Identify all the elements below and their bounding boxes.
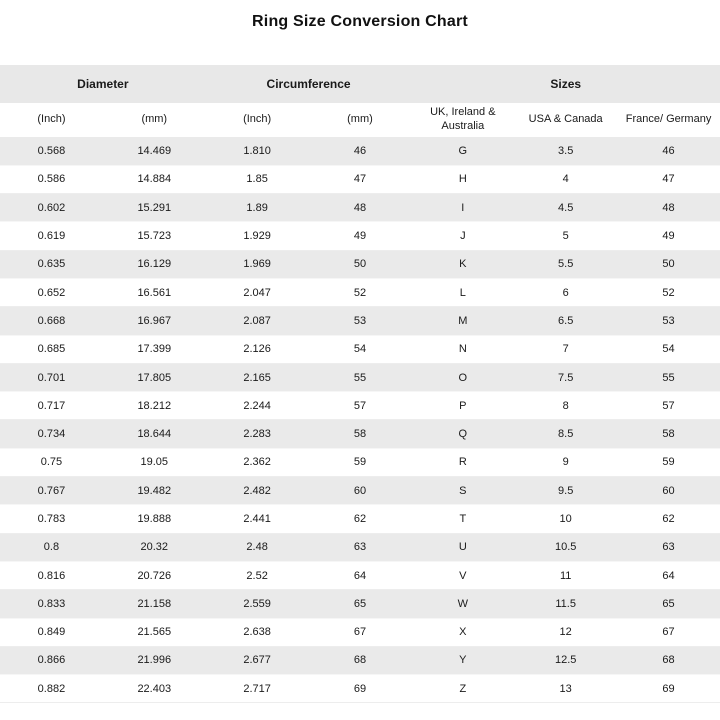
table-cell: 19.05 bbox=[140, 456, 169, 469]
table-cell: 0.635 bbox=[37, 258, 66, 271]
table-cell: P bbox=[459, 399, 467, 412]
column-header-row bbox=[0, 103, 720, 137]
table-cell: 0.652 bbox=[37, 286, 66, 299]
table-cell: 7 bbox=[562, 343, 569, 356]
table-cell: 6 bbox=[562, 286, 569, 299]
table-cell: 0.833 bbox=[37, 597, 66, 610]
table-cell: 54 bbox=[353, 343, 367, 356]
column-group-header-row bbox=[0, 65, 720, 103]
table-cell: 2.362 bbox=[243, 456, 271, 469]
table-cell: 1.85 bbox=[246, 173, 268, 186]
table-cell: 19.888 bbox=[137, 513, 172, 525]
table-cell: 7.5 bbox=[558, 371, 574, 384]
table-row bbox=[0, 448, 720, 476]
table-cell: 1.969 bbox=[243, 258, 271, 271]
table-cell: 11 bbox=[559, 569, 572, 582]
table-cell: 17.805 bbox=[137, 371, 172, 384]
table-cell: 2.087 bbox=[243, 314, 271, 327]
table-cell: V bbox=[459, 569, 467, 582]
table-cell: 48 bbox=[662, 201, 675, 214]
table-cell: L bbox=[459, 286, 466, 299]
column-group-label: Diameter bbox=[77, 77, 129, 91]
table-row bbox=[0, 250, 720, 278]
column-header: (mm) bbox=[141, 113, 168, 126]
table-cell: 15.291 bbox=[137, 201, 172, 214]
table-cell: 0.75 bbox=[40, 456, 63, 469]
table-cell: 63 bbox=[353, 541, 367, 554]
table-cell: 16.967 bbox=[137, 314, 172, 327]
table-cell: 63 bbox=[662, 541, 675, 554]
table-row bbox=[0, 675, 720, 703]
table-cell: 22.403 bbox=[137, 682, 172, 695]
table-cell: 15.723 bbox=[137, 230, 172, 243]
table-cell: 4.5 bbox=[558, 201, 574, 214]
table-cell: 60 bbox=[353, 484, 367, 497]
table-cell: 10.5 bbox=[554, 541, 577, 554]
table-cell: 52 bbox=[353, 286, 367, 299]
table-cell: 52 bbox=[662, 286, 675, 299]
table-row bbox=[0, 533, 720, 561]
table-cell: 0.866 bbox=[37, 654, 66, 667]
table-row bbox=[0, 278, 720, 306]
table-cell: 5 bbox=[562, 230, 569, 243]
column-header: (Inch) bbox=[243, 113, 272, 126]
table-row bbox=[0, 590, 720, 618]
table-cell: 2.52 bbox=[246, 569, 268, 582]
table-cell: 0.568 bbox=[37, 144, 66, 157]
table-cell: 50 bbox=[353, 258, 367, 271]
table-cell: 14.469 bbox=[137, 144, 172, 157]
table-cell: 1.810 bbox=[243, 144, 271, 157]
table-cell: 55 bbox=[353, 371, 367, 384]
table-cell: 0.717 bbox=[37, 399, 66, 412]
table-row bbox=[0, 477, 720, 505]
table-cell: Z bbox=[459, 682, 467, 695]
table-cell: 0.586 bbox=[37, 173, 66, 186]
table-cell: G bbox=[458, 144, 468, 157]
table-cell: 2.48 bbox=[246, 541, 268, 554]
table-cell: 18.212 bbox=[137, 399, 172, 412]
table-row bbox=[0, 646, 720, 674]
page-title: Ring Size Conversion Chart bbox=[252, 13, 468, 30]
column-header: (Inch) bbox=[37, 113, 66, 126]
table-cell: 17.399 bbox=[137, 343, 172, 356]
table-cell: 13 bbox=[559, 682, 572, 695]
table-cell: 0.849 bbox=[37, 626, 66, 639]
table-cell: 0.685 bbox=[37, 343, 66, 356]
table-row bbox=[0, 420, 720, 448]
table-row bbox=[0, 618, 720, 646]
table-cell: 10 bbox=[559, 513, 572, 525]
table-row bbox=[0, 392, 720, 420]
column-group-label: Circumference bbox=[266, 77, 351, 91]
table-cell: 19.482 bbox=[137, 484, 172, 497]
table-cell: 46 bbox=[353, 144, 367, 157]
table-cell: 0.816 bbox=[37, 569, 66, 582]
table-cell: X bbox=[459, 626, 467, 639]
table-cell: 2.441 bbox=[243, 513, 271, 525]
table-cell: 12.5 bbox=[554, 654, 577, 667]
table-cell: 62 bbox=[353, 513, 367, 525]
column-group-label: Sizes bbox=[550, 77, 582, 91]
table-cell: 8 bbox=[562, 399, 569, 412]
table-cell: 2.126 bbox=[243, 343, 271, 356]
table-cell: 4 bbox=[562, 173, 569, 186]
table-cell: 46 bbox=[662, 144, 675, 157]
table-cell: U bbox=[458, 541, 467, 554]
table-cell: 57 bbox=[662, 399, 675, 412]
table-cell: 65 bbox=[353, 597, 367, 610]
table-cell: 64 bbox=[662, 569, 675, 582]
table-cell: 65 bbox=[662, 597, 675, 610]
table-cell: 69 bbox=[353, 682, 367, 695]
table-cell: 2.677 bbox=[243, 654, 271, 667]
table-cell: 5.5 bbox=[558, 258, 574, 271]
table-cell: 2.244 bbox=[243, 399, 271, 412]
table-row bbox=[0, 307, 720, 335]
table-cell: 55 bbox=[662, 371, 675, 384]
table-cell: 57 bbox=[353, 399, 367, 412]
table-cell: 1.929 bbox=[243, 230, 271, 243]
table-cell: 0.767 bbox=[37, 484, 66, 497]
table-cell: 67 bbox=[353, 626, 367, 639]
table-cell: 3.5 bbox=[558, 144, 574, 157]
table-cell: 68 bbox=[662, 654, 675, 667]
table-cell: N bbox=[458, 343, 467, 356]
table-row bbox=[0, 561, 720, 589]
table-cell: 2.638 bbox=[243, 626, 271, 639]
column-header: France/ Germany bbox=[625, 113, 712, 126]
table-cell: 2.283 bbox=[243, 428, 271, 441]
table-cell: 14.884 bbox=[137, 173, 172, 186]
table-row bbox=[0, 363, 720, 391]
table-cell: I bbox=[461, 201, 465, 214]
column-header: USA & Canada bbox=[528, 113, 603, 126]
table-cell: 54 bbox=[662, 343, 675, 356]
table-cell: 2.047 bbox=[243, 286, 271, 299]
table-cell: 60 bbox=[662, 484, 675, 497]
table-cell: 1.89 bbox=[246, 201, 268, 214]
table-cell: 49 bbox=[662, 230, 675, 243]
table-cell: 59 bbox=[353, 456, 367, 469]
table-row bbox=[0, 505, 720, 533]
table-cell: 0.701 bbox=[37, 371, 66, 384]
table-cell: 68 bbox=[353, 654, 367, 667]
table-cell: 69 bbox=[662, 682, 675, 695]
table-cell: 0.734 bbox=[37, 428, 66, 441]
table-cell: Q bbox=[458, 428, 468, 441]
table-cell: 20.32 bbox=[140, 541, 169, 554]
table-row bbox=[0, 165, 720, 193]
table-cell: 18.644 bbox=[137, 428, 172, 441]
table-cell: 21.565 bbox=[137, 626, 172, 639]
table-cell: 0.882 bbox=[37, 682, 66, 695]
table-cell: 6.5 bbox=[558, 314, 574, 327]
table-cell: 48 bbox=[353, 201, 367, 214]
table-cell: 9 bbox=[562, 456, 569, 469]
table-cell: J bbox=[460, 230, 466, 243]
table-cell: T bbox=[459, 513, 467, 525]
table-cell: 2.559 bbox=[243, 597, 271, 610]
table-cell: 16.561 bbox=[137, 286, 172, 299]
table-cell: R bbox=[458, 456, 467, 469]
table-cell: 12 bbox=[559, 626, 572, 639]
table-cell: 47 bbox=[353, 173, 367, 186]
table-cell: 21.996 bbox=[137, 654, 172, 667]
table-row bbox=[0, 222, 720, 250]
table-cell: 67 bbox=[662, 626, 675, 639]
table-cell: 0.8 bbox=[43, 541, 60, 554]
table-cell: O bbox=[458, 371, 468, 384]
table-cell: H bbox=[458, 173, 467, 186]
table-cell: 2.717 bbox=[243, 682, 271, 695]
table-row bbox=[0, 137, 720, 165]
table-cell: 21.158 bbox=[137, 597, 172, 610]
column-header: (mm) bbox=[347, 113, 373, 126]
table-cell: Y bbox=[459, 654, 467, 667]
table-cell: 0.602 bbox=[37, 201, 66, 214]
table-cell: 59 bbox=[662, 456, 675, 469]
table-cell: 53 bbox=[353, 314, 367, 327]
table-row bbox=[0, 335, 720, 363]
table-cell: 0.783 bbox=[37, 513, 66, 525]
table-cell: S bbox=[459, 484, 467, 497]
table-row bbox=[0, 194, 720, 222]
table-body bbox=[0, 137, 720, 703]
column-header: UK, Ireland & Australia bbox=[430, 106, 496, 132]
table-cell: 58 bbox=[353, 428, 367, 441]
ring-size-conversion-table bbox=[0, 65, 720, 703]
table-cell: W bbox=[457, 597, 469, 610]
table-cell: 20.726 bbox=[137, 569, 172, 582]
table-cell: 8.5 bbox=[558, 428, 574, 441]
table-header bbox=[0, 65, 720, 137]
table-cell: 49 bbox=[353, 230, 367, 243]
table-cell: 50 bbox=[662, 258, 675, 271]
table-cell: 11.5 bbox=[555, 597, 576, 610]
table-cell: 9.5 bbox=[558, 484, 574, 497]
table-cell: 0.668 bbox=[37, 314, 66, 327]
table-cell: M bbox=[458, 314, 468, 327]
table-cell: 64 bbox=[353, 569, 367, 582]
table-cell: 58 bbox=[662, 428, 675, 441]
table-cell: 53 bbox=[662, 314, 675, 327]
table-cell: 62 bbox=[662, 513, 675, 525]
table-cell: 0.619 bbox=[37, 230, 66, 243]
table-cell: 2.165 bbox=[243, 371, 271, 384]
table-cell: 2.482 bbox=[243, 484, 271, 497]
table-cell: 16.129 bbox=[137, 258, 172, 271]
table-cell: 47 bbox=[662, 173, 675, 186]
table-cell: K bbox=[459, 258, 467, 271]
